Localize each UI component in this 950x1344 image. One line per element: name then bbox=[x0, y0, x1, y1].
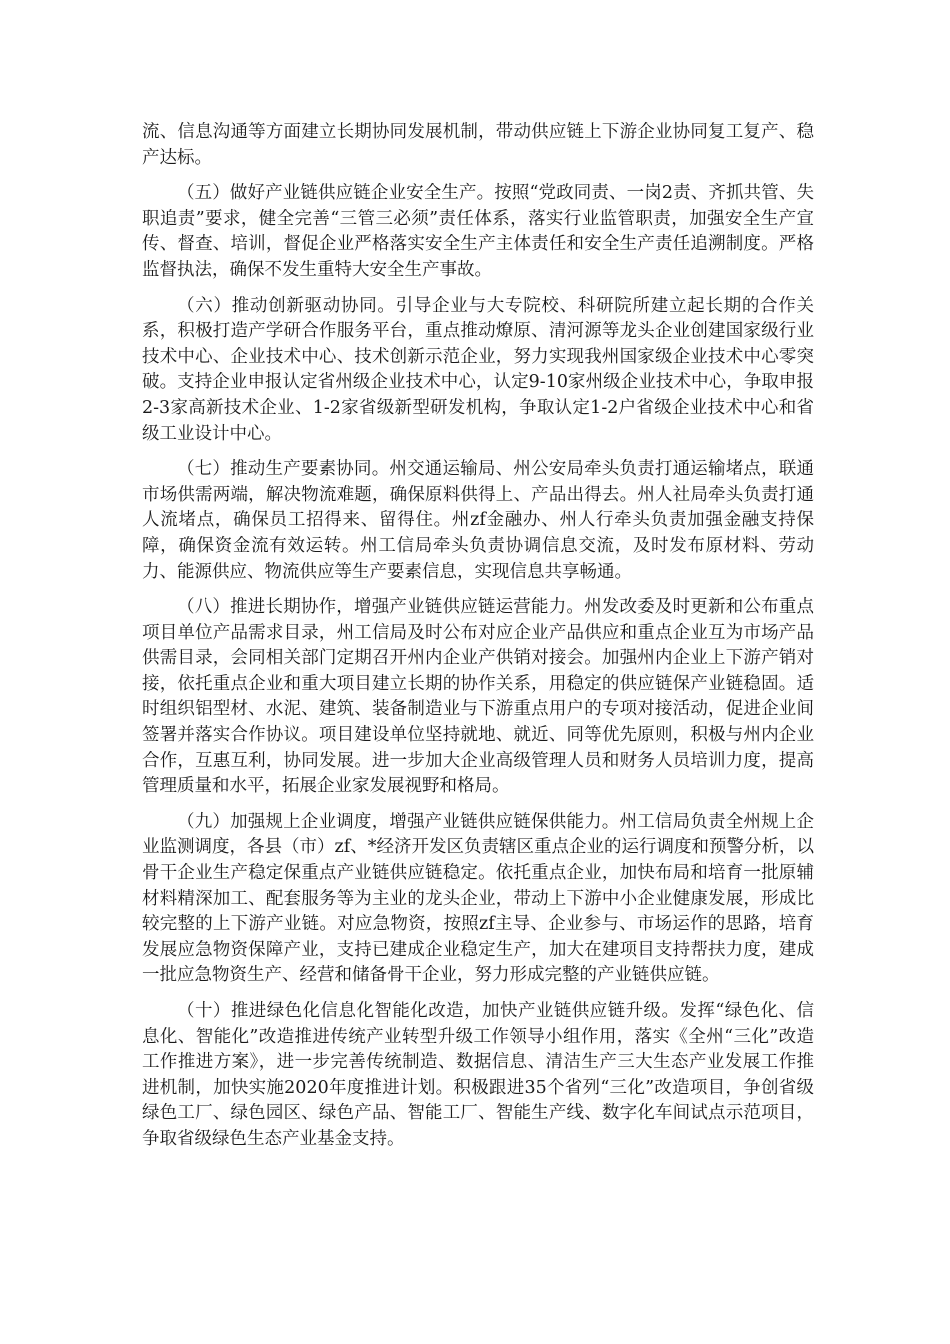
paragraph-safety-production: （五）做好产业链供应链企业安全生产。按照“党政同责、一岗2责、齐抓共管、失职追责”要求，健全完善“三管三必须”责任体系，落实行业监管职责，加强安全生产宣传、督查、培训，督促企业严格落实安全生产主体责任和安全生产责任追溯制度。严格监督执法，确保不发生重特大安全生产事故。 bbox=[142, 183, 814, 280]
paragraph-long-term-cooperation: （八）推进长期协作，增强产业链供应链运营能力。州发改委及时更新和公布重点项目单位产品需求目录，州工信局及时公布对应企业产品供应和重点企业互为市场产品供需目录，会同相关部门定期召开州内企业产供销对接会。加强州内企业上下游产销对接，依托重点企业和重大项目建立长期的协作关系，用稳定的供应链保产业链稳固。适时组织铝型材、水泥、建筑、装备制造业与下游重点用户的专项对接活动，促进企业间签署并落实合作协议。项目建设单位坚持就地、就近、同等优先原则，积极与州内企业合作，互惠互利，协同发展。进一步加大企业高级管理人员和财务人员培训力度，提高管理质量和水平，拓展企业家发展视野和格局。 bbox=[142, 597, 814, 797]
paragraph-production-factors: （七）推动生产要素协同。州交通运输局、州公安局牵头负责打通运输堵点，联通市场供需两端，解决物流难题，确保原料供得上、产品出得去。州人社局牵头负责打通人流堵点，确保员工招得来、留得住。州zf金融办、州人行牵头负责加强金融支持保障，确保资金流有效运转。州工信局牵头负责协调信息交流，及时发布原材料、劳动力、能源供应、物流供应等生产要素信息，实现信息共享畅通。 bbox=[142, 459, 814, 582]
paragraph-enterprise-scheduling: （九）加强规上企业调度，增强产业链供应链保供能力。州工信局负责全州规上企业监测调度，各县（市）zf、*经济开发区负责辖区重点企业的运行调度和预警分析，以骨干企业生产稳定保重点产业链供应链稳定。依托重点企业，加快布局和培育一批原辅材料精深加工、配套服务等为主业的龙头企业，带动上下游中小企业健康发展，形成比较完整的上下游产业链。对应急物资，按照zf主导、企业参与、市场运作的思路，培育发展应急物资保障产业，支持已建成企业稳定生产，加大在建项目支持帮扶力度，建成一批应急物资生产、经营和储备骨干企业，努力形成完整的产业链供应链。 bbox=[142, 811, 814, 986]
paragraph-innovation: （六）推动创新驱动协同。引导企业与大专院校、科研院所建立起长期的合作关系，积极打造产学研合作服务平台，重点推动燎原、清河源等龙头企业创建国家级行业技术中心、企业技术中心、技术创新示范企业，努力实现我州国家级企业技术中心零突破。支持企业申报认定省州级企业技术中心，认定9-10家州级企业技术中心，争取申报2-3家高新技术企业、1-2家省级新型研发机构，争取认定1-2户省级企业技术中心和省级工业设计中心。 bbox=[142, 295, 814, 444]
paragraph-continued: 流、信息沟通等方面建立长期协同发展机制，带动供应链上下游企业协同复工复产、稳产达标。 bbox=[142, 122, 814, 168]
document-body bbox=[142, 120, 814, 1163]
paragraph-green-upgrade: （十）推进绿色化信息化智能化改造，加快产业链供应链升级。发挥“绿色化、信息化、智能化”改造推进传统产业转型升级工作领导小组作用，落实《全州“三化”改造工作推进方案》，进一步完善传统制造、数据信息、清洁生产三大生态产业发展工作推进机制，加快实施2020年度推进计划。积极跟进35个省列“三化”改造项目，争创省级绿色工厂、绿色园区、绿色产品、智能工厂、智能生产线、数字化车间试点示范项目，争取省级绿色生态产业基金支持。 bbox=[142, 1001, 814, 1149]
